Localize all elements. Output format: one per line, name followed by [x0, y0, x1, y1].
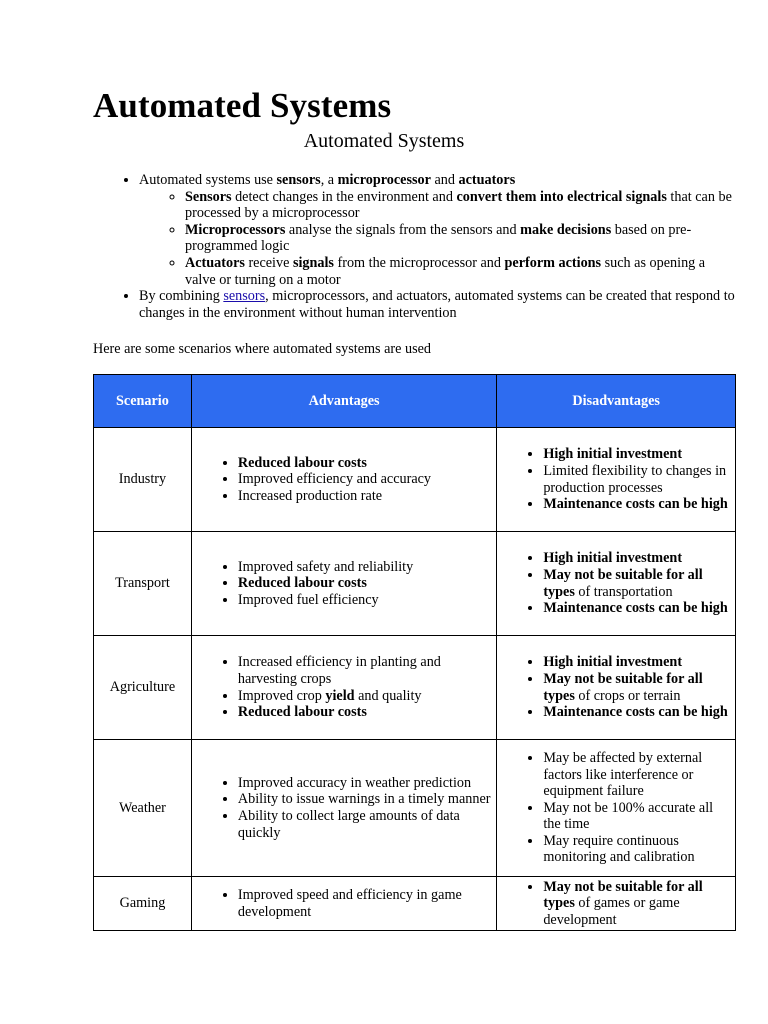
list-item: • Maintenance costs can be high	[543, 704, 731, 721]
list-item: • High initial investment	[543, 654, 731, 671]
list-item: • Improved crop yield and quality	[238, 688, 496, 705]
intro-text: Here are some scenarios where automated systems are used	[93, 341, 431, 357]
list-item: • Limited flexibility to changes in production processes	[543, 463, 731, 496]
sublist-item-microprocessors: ◦ Microprocessors analyse the signals from the sensors and make decisions based on pre-programmed logic	[185, 222, 739, 255]
list-item: • May not be suitable for all types of games or game development	[543, 879, 731, 929]
header-scenario: Scenario	[94, 375, 192, 428]
list-item: • May not be suitable for all types of crops or terrain	[543, 671, 731, 704]
list-item: • High initial investment	[543, 550, 731, 567]
sublist-item-actuators: ◦ Actuators receive signals from the microprocessor and perform actions such as opening a valve or turning on a motor	[185, 255, 739, 288]
table-row	[94, 877, 736, 931]
header-disadvantages: Disadvantages	[497, 375, 736, 428]
advantages-cell	[191, 877, 496, 931]
header-advantages: Advantages	[191, 375, 496, 428]
table-row	[94, 428, 736, 532]
page-subtitle: Automated Systems	[303, 130, 465, 152]
list-item: • Reduced labour costs	[238, 704, 496, 721]
disadvantages-cell	[497, 428, 736, 532]
disadvantages-cell	[497, 636, 736, 740]
list-item: • May not be 100% accurate all the time	[543, 800, 731, 833]
scenarios-table	[93, 374, 736, 931]
list-item: • Increased efficiency in planting and harvesting crops	[238, 654, 496, 687]
table-row	[94, 636, 736, 740]
list-item: • May be affected by external factors like interference or equipment failure	[543, 750, 731, 800]
list-item: • Ability to issue warnings in a timely manner	[238, 791, 496, 808]
list-item: • Automated systems use sensors, a microprocessor and actuators ◦ Sensors detect changes in the environment and convert them into electrical signals that can be processed by a microprocessor ◦ Microprocessors analyse the signals from the sensors and make decisions based on pre-programmed logic ◦ Actuators receive signals from the microprocessor and perform actions such as opening a valve or turning on a motor	[139, 172, 739, 288]
sublist-item-sensors: ◦ Sensors detect changes in the environment and convert them into electrical signals that can be processed by a microprocessor	[185, 189, 739, 222]
advantages-cell	[191, 428, 496, 532]
sensors-link[interactable]: sensors	[223, 288, 266, 305]
list-item: • May require continuous monitoring and calibration	[543, 833, 731, 866]
table-row	[94, 740, 736, 877]
table-header-row	[94, 375, 736, 428]
list-item: • Improved safety and reliability	[238, 559, 496, 576]
table-row	[94, 532, 736, 636]
disadvantages-cell	[497, 740, 736, 877]
list-item: • Reduced labour costs	[238, 575, 496, 592]
list-item: • Maintenance costs can be high	[543, 600, 731, 617]
list-item: • High initial investment	[543, 446, 731, 463]
disadvantages-cell	[497, 532, 736, 636]
list-item: • Reduced labour costs	[238, 455, 496, 472]
scenario-cell: Agriculture	[94, 636, 192, 740]
list-item: • By combining sensors, microprocessors, and actuators, automated systems can be created that respond to changes in the environment without human intervention	[139, 288, 739, 321]
overview-list	[93, 172, 739, 321]
list-item: • Improved fuel efficiency	[238, 592, 496, 609]
disadvantages-cell	[497, 877, 736, 931]
scenario-cell: Weather	[94, 740, 192, 877]
advantages-cell	[191, 636, 496, 740]
list-item: • Improved efficiency and accuracy	[238, 471, 496, 488]
list-item: • Increased production rate	[238, 488, 496, 505]
page-title: Automated Systems	[93, 86, 392, 125]
list-item: • Maintenance costs can be high	[543, 496, 731, 513]
scenario-cell: Gaming	[94, 877, 192, 931]
advantages-cell	[191, 740, 496, 877]
list-item: • Ability to collect large amounts of data quickly	[238, 808, 496, 841]
list-item: • Improved speed and efficiency in game development	[238, 887, 496, 920]
scenario-cell: Industry	[94, 428, 192, 532]
list-item: • May not be suitable for all types of transportation	[543, 567, 731, 600]
advantages-cell	[191, 532, 496, 636]
component-sublist	[139, 189, 739, 289]
list-item: • Improved accuracy in weather prediction	[238, 775, 496, 792]
scenario-cell: Transport	[94, 532, 192, 636]
